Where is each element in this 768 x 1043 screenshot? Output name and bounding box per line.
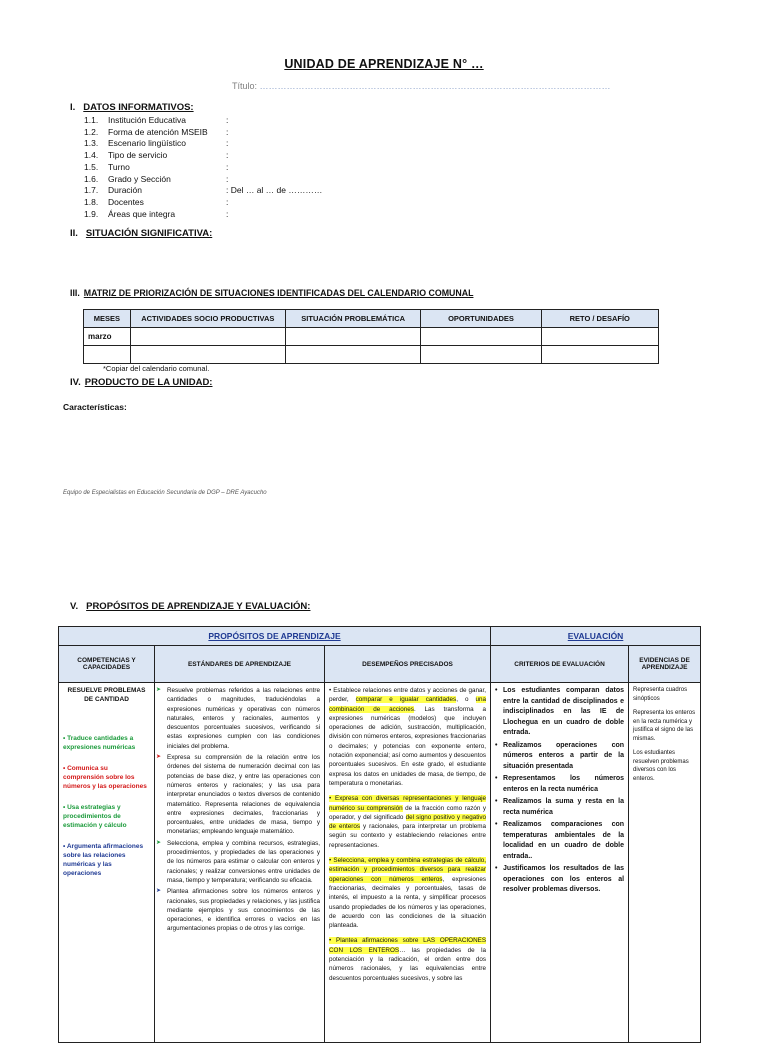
table-header: OPORTUNIDADES [421,310,541,328]
info-item: 1.5. Turno : [84,161,229,172]
info-item: 1.3. Escenario lingüístico : [84,138,229,149]
section-1-number: I. [70,102,76,113]
table-header: SITUACIÓN PROBLEMÁTICA [285,310,421,328]
standard-item: ➤ Selecciona, emplea y combina recursos, estrategias, procedimientos, y propiedades de las operaciones y de los números para estimar o calcular con enteros y racionales; y realizar conversiones entre unidades de masa, tiempo y temperatura; verificando su eficacia. [159,839,320,885]
standard-item: ➤ Resuelve problemas referidos a las relaciones entre cantidades o magnitudes, traduciéndolas a expresiones numéricas y operativas con números naturales, enteros y racionales, aumentos y descuentos porcentuales sucesivos, verificando si estas expresiones cumplen con las condiciones iniciales del problema. [159,686,320,751]
column-header: DESEMPEÑOS PRECISADOS [325,646,491,683]
performances-cell [325,683,491,1043]
table-row [84,328,659,346]
standards-cell [155,683,325,1043]
capacity-item: • Usa estrategias y procedimientos de estimación y cálculo [63,804,127,829]
section-3-title: MATRIZ DE PRIORIZACIÓN DE SITUACIONES IDENTIFICADAS DEL CALENDARIO COMUNAL [83,288,474,298]
section-1-heading [70,102,194,113]
unit-title-placeholder: ……………………………………………………………………………………………………… [259,81,611,91]
table-row [84,346,659,364]
evidence-item: Representa los enteros en la recta numérica y justifica el signo de las mismas. [633,710,696,742]
competence-title: RESUELVE PROBLEMAS DE CANTIDAD [67,687,146,703]
evidences-cell [629,683,701,1043]
info-item: 1.7. Duración : Del … al … de ………… [84,185,323,196]
calendar-note: *Copiar del calendario comunal. [103,364,210,373]
performance-item: • Plantea afirmaciones sobre LAS OPERACIONES CON LOS ENTEROS… las propiedades de la potenciación y la radicación, el orden entre dos números racionales, y las equivalencias entre descuentos porcentuales sucesivos, y sobre las [329,937,487,982]
capacity-item: • Traduce cantidades a expresiones numéricas [63,735,136,751]
section-4-heading: IV. PRODUCTO DE LA UNIDAD: [70,377,213,388]
column-header: CRITERIOS DE EVALUACIÓN [491,646,629,683]
column-header: EVIDENCIAS DE APRENDIZAJE [629,646,701,683]
table-header: RETO / DESAFÍO [541,310,658,328]
criterion-item: • Realizamos operaciones con números enteros a partir de la situación presentada [495,741,624,773]
purposes-header: PROPÓSITOS DE APRENDIZAJE [59,627,491,646]
column-header: COMPETENCIAS Y CAPACIDADES [59,646,155,683]
info-item: 1.8. Docentes : [84,196,229,207]
competence-cell [59,683,155,1043]
criterion-item: • Representamos los números enteros en la recta numérica [495,774,624,795]
evaluation-header: EVALUACIÓN [491,627,701,646]
info-item: 1.1. Institución Educativa : [84,115,229,125]
page-title: UNIDAD DE APRENDIZAJE N° … [284,57,484,71]
info-item: 1.2. Forma de atención MSEIB : [84,126,229,137]
performance-item: • Selecciona, emplea y combina estrategias de cálculo, estimación y procedimientos diversos para realizar operaciones con números enteros, expresiones fraccionarias, decimales y porcentuales, tasas de interés, el impuesto a la renta, y simplificar procesos usando propiedades de los números y las operaciones, de acuerdo con las condiciones de la situación planteada. [329,857,487,930]
capacity-item: • Comunica su comprensión sobre los números y las operaciones [63,765,147,790]
performance-item: • Establece relaciones entre datos y acciones de ganar, perder, comparar e igualar cantidades, o una combinación de acciones. Las transforma a expresiones numéricas (modelos) que incluyen operaciones de adición, sustracción, multiplicación, división con números enteros, expresiones fraccionarias o decimales; y potencias con exponente entero, notación exponencial; así como aumentos y descuentos porcentuales sucesivos. En este grado, el estudiante expresa los datos en unidades de masa, de tiempo, de temperatura o monetarias. [329,687,487,787]
info-item: 1.6. Grado y Sección : [84,173,229,184]
unit-title-label: Título: [232,81,258,91]
section-4-title: PRODUCTO DE LA UNIDAD: [84,377,213,388]
characteristics-label: Características: [63,402,127,412]
evidence-item: Los estudiantes resuelven problemas diversos con los enteros. [633,750,689,782]
footer-text: Equipo de Especialistas en Educación Secundaria de DGP – DRE Ayacucho [63,490,267,496]
criterion-item: • Realizamos comparaciones con temperaturas ambientales de la localidad en un cuadro de doble entrada.. [495,820,624,862]
criteria-cell [491,683,629,1043]
info-item: 1.4. Tipo de servicio : [84,150,229,161]
criterion-item: • Los estudiantes comparan datos entre la cantidad de disciplinados e indisciplinados en las IE de Llochegua en un cuadro de doble entrada. [495,686,624,739]
section-2-title: SITUACIÓN SIGNIFICATIVA: [85,228,213,239]
unit-title-line [232,81,611,91]
section-2-heading: II. SITUACIÓN SIGNIFICATIVA: [70,228,213,239]
purposes-evaluation-table [58,626,701,1043]
section-1-title: DATOS INFORMATIVOS: [83,102,194,113]
capacity-item: • Argumenta afirmaciones sobre las relaciones numéricas y las operaciones [63,843,144,877]
informative-data-list [84,115,322,220]
info-item: 1.9. Áreas que integra : [84,208,229,219]
standard-item: ➤ Expresa su comprensión de la relación entre los órdenes del sistema de numeración decimal con las potencias de base diez, y entre las operaciones con números enteros y racionales; y las usa para interpretar enunciados o textos diversos de contenido matemático. Representa relaciones de equivalencia entre expresiones decimales, fraccionarias y porcentuales, entre unidades de masa, tiempo y monetarias; empleando lenguaje matemático. [159,753,320,837]
criterion-item: • Realizamos la suma y resta en la recta numérica [495,797,624,818]
month-cell: marzo [84,328,131,346]
standard-item: ➤ Plantea afirmaciones sobre los números enteros y racionales, sus propiedades y relaciones, y las justifica mediante ejemplos y sus conocimientos de las operaciones, e identifica errores o vacíos en las argumentaciones propias o de otros y las corrige. [159,887,320,933]
column-header: ESTÁNDARES DE APRENDIZAJE [155,646,325,683]
criterion-item: • Justificamos los resultados de las operaciones con los enteros al resolver problemas diversos. [495,864,624,896]
section-3-heading: III. MATRIZ DE PRIORIZACIÓN DE SITUACIONES IDENTIFICADAS DEL CALENDARIO COMUNAL [70,288,474,298]
table-header: ACTIVIDADES SOCIO PRODUCTIVAS [130,310,285,328]
performance-item: • Expresa con diversas representaciones y lenguaje numérico su comprensión de la fracción como razón y operador, y del significado del signo positivo y negativo de enteros y racionales, para interpretar un problema según su contexto y estableciendo relaciones entre representaciones. [329,795,487,849]
section-5-title: PROPÓSITOS DE APRENDIZAJE Y EVALUACIÓN: [86,601,311,612]
table-header: MESES [84,310,131,328]
calendar-matrix-table [83,309,659,364]
evidence-item: Representa cuadros sinópticos [633,687,688,702]
section-5-heading: V. PROPÓSITOS DE APRENDIZAJE Y EVALUACIÓN: [70,601,311,612]
